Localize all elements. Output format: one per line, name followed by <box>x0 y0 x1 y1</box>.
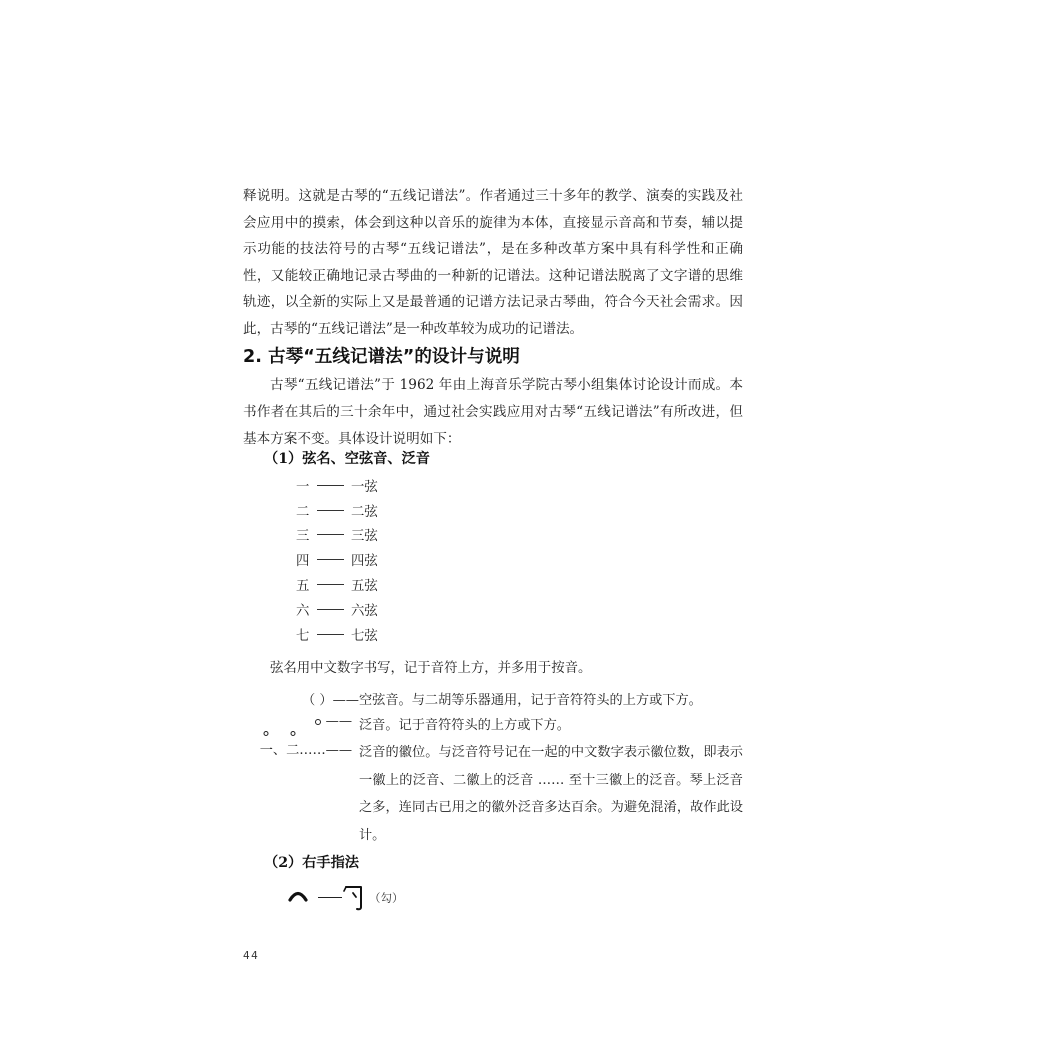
harmonic-circle-icon <box>315 719 321 725</box>
hui-position-description: 泛音的徽位。与泛音符号记在一起的中文数字表示徽位数，即表示一徽上的泛音、二徽上的泛音 …… 至十三徽上的泛音。琴上泛音之多，连同古已用之的徽外泛音多达百余。为避免混淆，故作此设计。 <box>359 745 743 843</box>
string-row <box>296 622 378 647</box>
dash-line <box>317 485 344 486</box>
string-name: 三弦 <box>351 529 378 545</box>
subsection-title-right-hand: （2）右手指法 <box>264 855 359 871</box>
dash-line <box>317 510 344 511</box>
string-name-note: 弦名用中文数字书写，记于音符上方，并多用于按音。 <box>270 661 592 676</box>
subsection-title-strings: （1）弦名、空弦音、泛音 <box>264 451 430 467</box>
string-name: 一弦 <box>351 479 378 495</box>
section-heading: 2. 古琴“五线记谱法”的设计与说明 <box>243 347 520 367</box>
string-row <box>296 572 378 597</box>
string-row <box>296 523 378 548</box>
dash-line <box>317 634 344 635</box>
string-numeral: 七 <box>296 628 310 644</box>
string-numeral: 一 <box>296 479 310 495</box>
string-numeral: 五 <box>296 579 310 595</box>
open-string-description: 空弦音。与二胡等乐器通用，记于音符符头的上方或下方。 <box>359 693 702 708</box>
string-name: 六弦 <box>351 603 378 619</box>
string-row <box>296 498 378 523</box>
dash-line <box>317 584 344 585</box>
string-name: 五弦 <box>351 579 378 595</box>
harmonic-symbol <box>302 714 352 729</box>
dash-line <box>318 897 342 898</box>
string-row <box>296 473 378 498</box>
open-string-symbol: （ ）—— <box>302 693 359 708</box>
intro-paragraph: 释说明。这就是古琴的“五线记谱法”。作者通过三十多年的教学、演奏的实践及社会应用中的摸索，体会到这种以音乐的旋律为本体，直接显示音高和节奏，辅以提示功能的技法符号的古琴“五线记谱法”，是在多种改革方案中具有科学性和正确性，又能较正确地记录古琴曲的一种新的记谱法。这种记谱法脱离了文字谱的思维轨迹，以全新的实际上又是最普通的记谱方法记录古琴曲，符合今天社会需求。因此，古琴的“五线记谱法”是一种改革较为成功的记谱法。 <box>243 188 743 337</box>
dash-line <box>317 534 344 535</box>
harmonic-circle-icon <box>290 731 295 736</box>
string-row <box>296 547 378 572</box>
harmonic-circle-icon <box>264 731 269 736</box>
string-name: 七弦 <box>351 628 378 644</box>
dash-line <box>317 559 344 560</box>
harmonic-description: 泛音。记于音符符头的上方或下方。 <box>359 718 570 733</box>
harmonic-dash: —— <box>325 714 352 729</box>
string-name: 二弦 <box>351 504 378 520</box>
hui-position-symbol: 一、 二……—— <box>258 739 352 758</box>
gou-label: （勾） <box>369 891 404 905</box>
string-numeral: 二 <box>296 504 310 520</box>
hui-numeral-two: 二 <box>286 739 299 758</box>
hui-dash: ……—— <box>299 743 352 758</box>
string-name-list <box>296 473 378 647</box>
string-numeral: 四 <box>296 554 310 570</box>
dash-line <box>317 609 344 610</box>
hui-numeral-one: 一 <box>260 739 273 758</box>
string-name: 四弦 <box>351 554 378 570</box>
string-numeral: 六 <box>296 603 310 619</box>
design-paragraph: 古琴“五线记谱法”于 1962 年由上海音乐学院古琴小组集体讨论设计而成。本书作者在其后的三十余年中，通过社会实践应用对古琴“五线记谱法”有所改进，但基本方案不变。具体设计说明如下： <box>243 377 743 447</box>
string-numeral: 三 <box>296 529 310 545</box>
gou-fingering-glyph-icon <box>343 882 367 912</box>
page-number: 44 <box>243 950 260 962</box>
arc-symbol-icon <box>287 888 309 902</box>
string-row <box>296 597 378 622</box>
